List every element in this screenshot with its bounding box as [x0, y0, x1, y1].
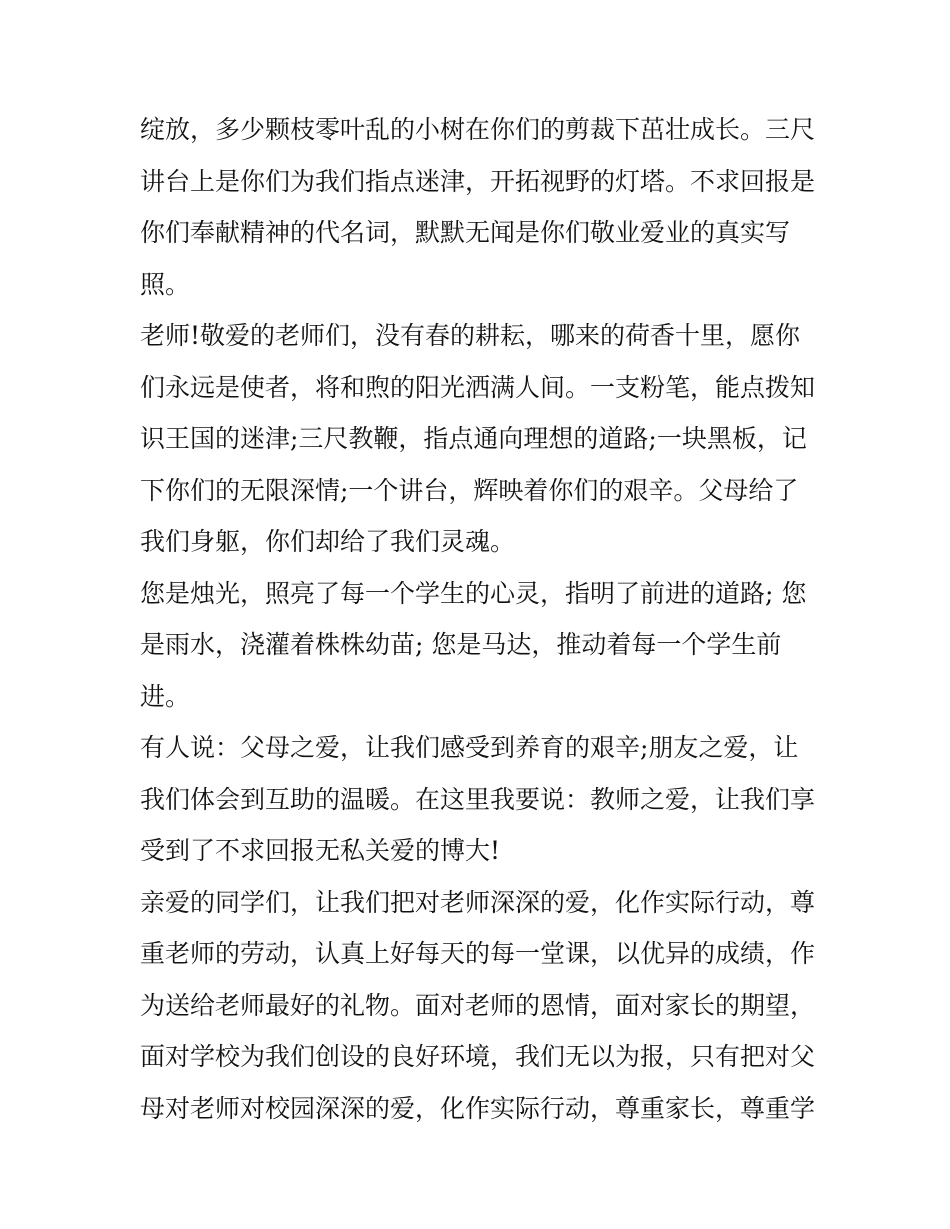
- text-line: 们永远是使者，将和煦的阳光洒满人间。一支粉笔，能点拨知: [140, 372, 816, 402]
- text-line: 面对学校为我们创设的良好环境，我们无以为报，只有把对父: [140, 1042, 816, 1071]
- document-page: [140, 104, 820, 1134]
- text-line: 老师!敬爱的老师们，没有春的耕耘，哪来的荷香十里，愿你: [140, 321, 801, 350]
- text-line: 重老师的劳动，认真上好每天的每一堂课，以优异的成绩，作: [140, 939, 816, 968]
- text-line: 你们奉献精神的代名词，默默无闻是你们敬业爱业的真实写: [140, 218, 791, 247]
- text-line: 是雨水，浇灌着株株幼苗; 您是马达，推动着每一个学生前: [140, 630, 782, 659]
- text-line: 有人说：父母之爱，让我们感受到养育的艰辛;朋友之爱，让: [140, 733, 799, 762]
- text-line: 受到了不求回报无私关爱的博大!: [140, 836, 501, 865]
- text-line: 为送给老师最好的礼物。面对老师的恩情，面对家长的期望，: [140, 990, 816, 1020]
- text-line: 我们体会到互助的温暖。在这里我要说：教师之爱，让我们享: [140, 784, 816, 814]
- text-line: 进。: [140, 681, 191, 711]
- text-line: 我们身躯，你们却给了我们灵魂。: [140, 527, 516, 556]
- text-line: 下你们的无限深情;一个讲台，辉映着你们的艰辛。父母给了: [140, 475, 799, 505]
- text-line: 您是烛光，照亮了每一个学生的心灵，指明了前进的道路; 您: [140, 578, 807, 608]
- text-line: 照。: [140, 269, 191, 299]
- text-line: 绽放，多少颗枝零叶乱的小树在你们的剪裁下茁壮成长。三尺: [140, 115, 816, 144]
- text-line: 母对老师对校园深深的爱，化作实际行动，尊重家长，尊重学: [140, 1093, 816, 1123]
- text-line: 讲台上是你们为我们指点迷津，开拓视野的灯塔。不求回报是: [140, 166, 816, 196]
- text-line: 识王国的迷津;三尺教鞭，指点通向理想的道路;一块黑板，记: [140, 424, 807, 453]
- text-line: 亲爱的同学们，让我们把对老师深深的爱，化作实际行动，尊: [140, 887, 816, 917]
